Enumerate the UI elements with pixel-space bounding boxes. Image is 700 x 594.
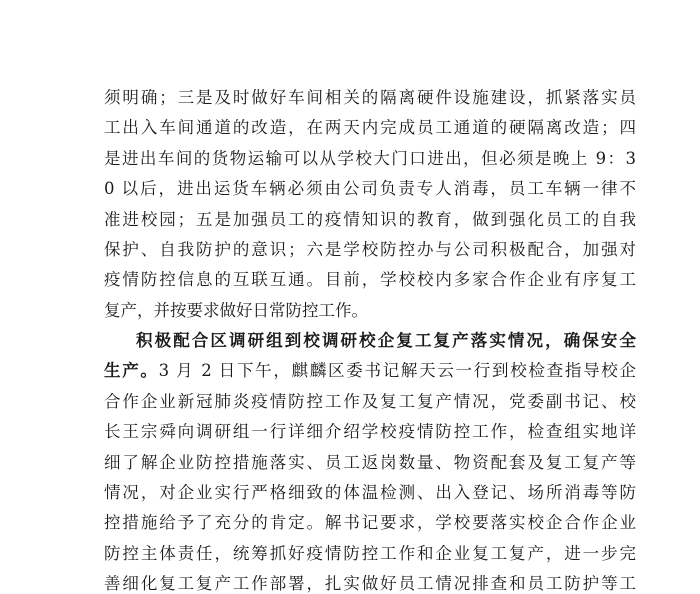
text-line: 保护、自我防护的意识；六是学校防控办与公司积极配合，加强对 xyxy=(104,240,636,259)
text-line: 情况，对企业实行严格细致的体温检测、出入登记、场所消毒等防 xyxy=(104,483,636,502)
text-line: 0 以后，进出运货车辆必须由公司负责专人消毒，员工车辆一律不 xyxy=(104,179,636,198)
text-line: 须明确；三是及时做好车间相关的隔离硬件设施建设，抓紧落实员 xyxy=(104,88,636,107)
text-line xyxy=(104,361,636,381)
text-line: 细了解企业防控措施落实、员工返岗数量、物资配套及复工复产等 xyxy=(104,453,636,472)
paragraph-heading-end: 生产。 xyxy=(104,361,159,380)
text-line: 疫情防控信息的互联互通。目前，学校校内多家合作企业有序复工 xyxy=(104,270,636,289)
text-line: 合作企业新冠肺炎疫情防控工作及复工复产情况，党委副书记、校 xyxy=(104,392,636,411)
text-line: 是进出车间的货物运输可以从学校大门口进出，但必须是晚上 9：3 xyxy=(104,149,636,168)
text-line: 复产，并按要求做好日常防控工作。 xyxy=(104,301,368,320)
paragraph-heading: 积极配合区调研组到校调研校企复工复产落实情况，确保安全 xyxy=(136,331,636,350)
text-line: 防控主体责任，统筹抓好疫情防控工作和企业复工复产，进一步完 xyxy=(104,544,636,563)
text-line: 善细化复工复产工作部署，扎实做好员工情况排查和员工防护等工 xyxy=(104,574,636,593)
text-span: 3 月 2 日下午，麒麟区委书记解天云一行到校检查指导校企 xyxy=(158,361,636,380)
text-line: 工出入车间通道的改造，在两天内完成员工通道的硬隔离改造；四 xyxy=(104,118,636,137)
text-line: 长王宗舜向调研组一行详细介绍学校疫情防控工作，检查组实地详 xyxy=(104,422,636,441)
text-line: 控措施给予了充分的肯定。解书记要求，学校要落实校企合作企业 xyxy=(104,513,636,532)
text-line: 准进校园；五是加强员工的疫情知识的教育，做到强化员工的自我 xyxy=(104,210,636,229)
